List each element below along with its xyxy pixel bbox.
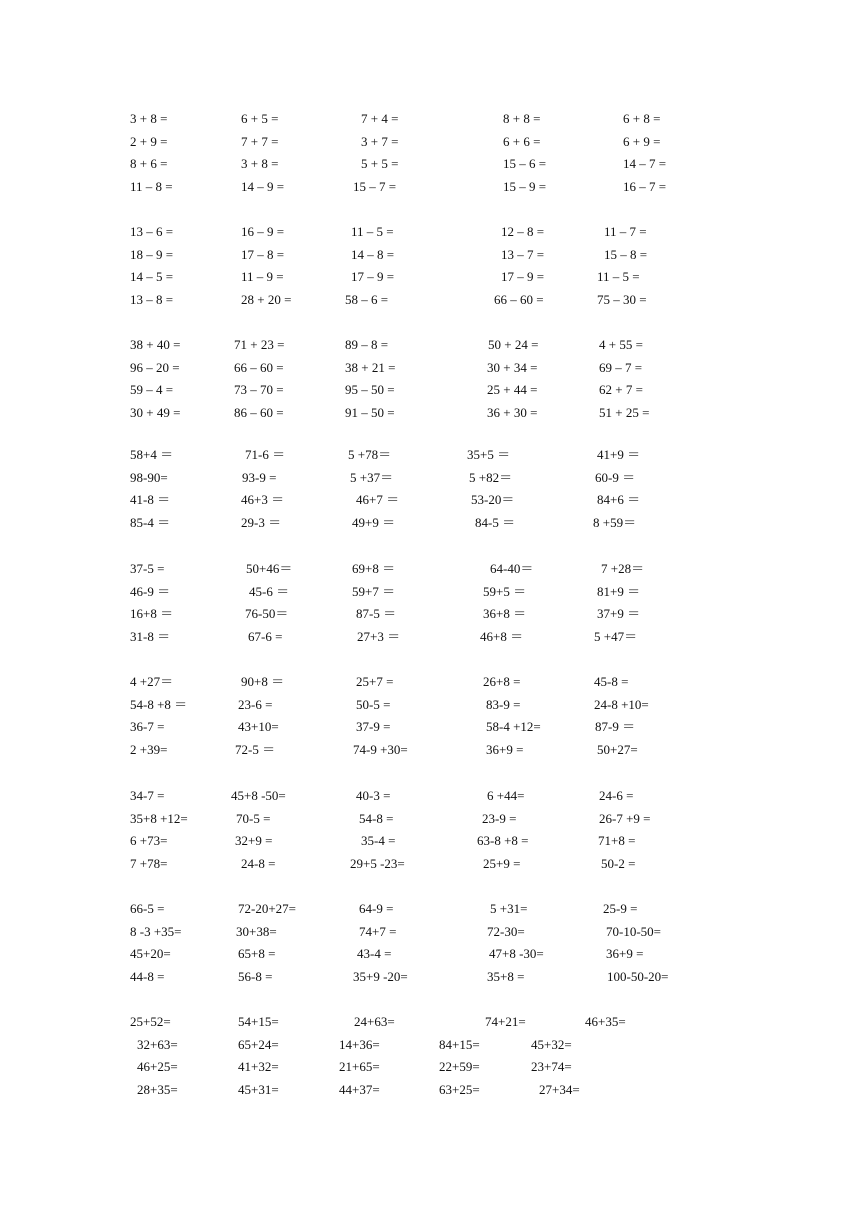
arithmetic-problem: 35+8 = [487,968,525,984]
arithmetic-problem: 2 + 9 = [130,133,168,149]
arithmetic-problem: 11 – 8 = [130,178,173,194]
arithmetic-problem: 31-8 ＝ [130,628,171,644]
arithmetic-problem: 65+24= [238,1036,279,1052]
arithmetic-problem: 28+35= [137,1081,178,1097]
arithmetic-problem: 98-90= [130,469,168,485]
arithmetic-problem: 37+9 ＝ [597,606,641,622]
arithmetic-problem: 64-9 = [359,901,394,916]
arithmetic-problem: 25 + 44 = [487,382,538,398]
arithmetic-problem: 24-8 +10= [594,696,649,712]
arithmetic-problem: 16 – 9 = [241,224,285,239]
arithmetic-problem: 6 + 9 = [623,133,661,149]
arithmetic-problem: 74-9 +30= [353,741,408,757]
arithmetic-problem: 71+8 = [598,833,636,849]
arithmetic-problem: 84+6 ＝ [597,492,641,508]
arithmetic-problem: 3 + 8 = [130,111,168,126]
arithmetic-problem: 5 + 5 = [361,156,399,172]
arithmetic-problem: 50-2 = [601,855,636,871]
arithmetic-problem: 23+74= [531,1059,572,1075]
arithmetic-problem: 56-8 = [238,968,273,984]
arithmetic-problem: 83-9 = [486,696,521,712]
arithmetic-problem: 7 + 4 = [361,111,399,126]
arithmetic-problem: 6 +44= [487,788,525,803]
arithmetic-problem: 67-6 = [248,628,283,644]
arithmetic-problem: 87-9 ＝ [595,719,636,735]
arithmetic-problem: 100-50-20= [607,968,669,984]
arithmetic-problem: 18 – 9 = [130,246,174,262]
arithmetic-problem: 5 +78＝ [348,447,392,462]
arithmetic-problem: 46+3 ＝ [241,492,285,508]
arithmetic-problem: 13 – 6 = [130,224,174,239]
arithmetic-problem: 26+8 = [483,674,521,689]
arithmetic-problem: 84-5 ＝ [475,514,516,530]
arithmetic-problem: 74+21= [485,1014,526,1029]
arithmetic-problem: 72-20+27= [238,901,296,916]
arithmetic-problem: 6 + 6 = [503,133,541,149]
arithmetic-problem: 87-5 ＝ [356,606,397,622]
arithmetic-problem: 14 – 5 = [130,269,174,285]
arithmetic-problem: 5 +37＝ [350,469,394,485]
arithmetic-problem: 72-5 ＝ [235,741,276,757]
arithmetic-problem: 15 – 6 = [503,156,547,172]
arithmetic-problem: 54+15= [238,1014,279,1029]
arithmetic-problem: 3 + 8 = [241,156,279,172]
arithmetic-problem: 8 + 6 = [130,156,168,172]
arithmetic-problem: 7 +78= [130,855,168,871]
arithmetic-problem: 15 – 7 = [353,178,397,194]
arithmetic-problem: 43+10= [238,719,279,735]
arithmetic-problem: 5 +31= [490,901,528,916]
arithmetic-problem: 46+7 ＝ [356,492,400,508]
arithmetic-problem: 34-7 = [130,788,165,803]
arithmetic-problem: 3 + 7 = [361,133,399,149]
arithmetic-problem: 45+31= [238,1081,279,1097]
arithmetic-problem: 35+9 -20= [353,968,408,984]
arithmetic-problem: 25-9 = [603,901,638,916]
arithmetic-problem: 36+9 = [606,946,644,962]
arithmetic-problem: 7 + 7 = [241,133,279,149]
arithmetic-problem: 7 +28＝ [601,561,645,576]
arithmetic-problem: 89 – 8 = [345,337,389,352]
arithmetic-problem: 2 +39= [130,741,168,757]
arithmetic-problem: 37-5 = [130,561,165,576]
arithmetic-problem: 38 + 21 = [345,359,396,375]
arithmetic-problem: 46-9 ＝ [130,583,171,599]
arithmetic-problem: 64-40＝ [490,561,534,576]
arithmetic-problem: 11 – 7 = [604,224,647,239]
arithmetic-problem: 14 – 8 = [351,246,395,262]
arithmetic-problem: 41+32= [238,1059,279,1075]
arithmetic-problem: 63-8 +8 = [477,833,529,849]
arithmetic-problem: 45-8 = [594,674,629,689]
arithmetic-problem: 50 + 24 = [488,337,539,352]
arithmetic-problem: 50+46＝ [246,561,293,576]
arithmetic-problem: 8 +59＝ [593,514,637,530]
arithmetic-problem: 50-5 = [356,696,391,712]
arithmetic-problem: 58-4 +12= [486,719,541,735]
arithmetic-problem: 37-9 = [356,719,391,735]
arithmetic-problem: 45+20= [130,946,171,962]
arithmetic-problem: 51 + 25 = [599,404,650,420]
arithmetic-problem: 29+5 -23= [350,855,405,871]
arithmetic-problem: 29-3 ＝ [241,514,282,530]
arithmetic-problem: 60-9 ＝ [595,469,636,485]
arithmetic-problem: 41-8 ＝ [130,492,171,508]
arithmetic-problem: 50+27= [597,741,638,757]
arithmetic-problem: 13 – 8 = [130,291,174,307]
arithmetic-problem: 12 – 8 = [501,224,545,239]
arithmetic-problem: 45+32= [531,1036,572,1052]
arithmetic-problem: 14+36= [339,1036,380,1052]
arithmetic-problem: 23-6 = [238,696,273,712]
arithmetic-problem: 32+63= [137,1036,178,1052]
arithmetic-problem: 5 +47＝ [594,628,638,644]
arithmetic-problem: 23-9 = [482,810,517,826]
arithmetic-problem: 81+9 ＝ [597,583,641,599]
arithmetic-problem: 14 – 9 = [241,178,285,194]
arithmetic-problem: 71-6 ＝ [245,447,286,462]
arithmetic-problem: 13 – 7 = [501,246,545,262]
arithmetic-problem: 36+9 = [486,741,524,757]
arithmetic-problem: 73 – 70 = [234,382,284,398]
arithmetic-problem: 85-4 ＝ [130,514,171,530]
arithmetic-problem: 21+65= [339,1059,380,1075]
arithmetic-problem: 75 – 30 = [597,291,647,307]
arithmetic-problem: 43-4 = [357,946,392,962]
arithmetic-problem: 24-6 = [599,788,634,803]
arithmetic-problem: 8 -3 +35= [130,923,182,939]
arithmetic-problem: 41+9 ＝ [597,447,641,462]
arithmetic-problem: 11 – 9 = [241,269,284,285]
arithmetic-problem: 46+35= [585,1014,626,1029]
arithmetic-problem: 22+59= [439,1059,480,1075]
arithmetic-problem: 35+8 +12= [130,810,188,826]
arithmetic-problem: 69+8 ＝ [352,561,396,576]
arithmetic-problem: 28 + 20 = [241,291,292,307]
arithmetic-problem: 86 – 60 = [234,404,284,420]
arithmetic-problem: 53-20＝ [471,492,515,508]
arithmetic-problem: 70-10-50= [606,923,661,939]
arithmetic-problem: 66-5 = [130,901,165,916]
arithmetic-problem: 44-8 = [130,968,165,984]
arithmetic-problem: 25+7 = [356,674,394,689]
arithmetic-problem: 84+15= [439,1036,480,1052]
arithmetic-problem: 4 + 55 = [599,337,643,352]
arithmetic-problem: 26-7 +9 = [599,810,651,826]
arithmetic-problem: 17 – 9 = [351,269,395,285]
arithmetic-problem: 30 + 49 = [130,404,181,420]
arithmetic-problem: 36 + 30 = [487,404,538,420]
arithmetic-problem: 90+8 ＝ [241,674,285,689]
arithmetic-problem: 47+8 -30= [489,946,544,962]
arithmetic-problem: 96 – 20 = [130,359,180,375]
arithmetic-problem: 76-50＝ [245,606,289,622]
arithmetic-problem: 4 +27＝ [130,674,174,689]
arithmetic-problem: 36-7 = [130,719,165,735]
arithmetic-problem: 66 – 60 = [494,291,544,307]
arithmetic-problem: 27+34= [539,1081,580,1097]
arithmetic-problem: 32+9 = [235,833,273,849]
arithmetic-problem: 70-5 = [236,810,271,826]
arithmetic-problem: 11 – 5 = [597,269,640,285]
arithmetic-problem: 71 + 23 = [234,337,285,352]
arithmetic-problem: 66 – 60 = [234,359,284,375]
arithmetic-problem: 24-8 = [241,855,276,871]
arithmetic-problem: 6 + 5 = [241,111,279,126]
arithmetic-problem: 11 – 5 = [351,224,394,239]
arithmetic-problem: 54-8 +8 ＝ [130,696,188,712]
arithmetic-problem: 35-4 = [361,833,396,849]
arithmetic-problem: 62 + 7 = [599,382,643,398]
arithmetic-problem: 30 + 34 = [487,359,538,375]
arithmetic-problem: 17 – 8 = [241,246,285,262]
arithmetic-problem: 36+8 ＝ [483,606,527,622]
arithmetic-problem: 44+37= [339,1081,380,1097]
arithmetic-problem: 49+9 ＝ [352,514,396,530]
arithmetic-problem: 15 – 9 = [503,178,547,194]
arithmetic-problem: 27+3 ＝ [357,628,401,644]
arithmetic-problem: 25+9 = [483,855,521,871]
arithmetic-problem: 45+8 -50= [231,788,286,803]
arithmetic-problem: 40-3 = [356,788,391,803]
arithmetic-problem: 63+25= [439,1081,480,1097]
arithmetic-problem: 59+5 ＝ [483,583,527,599]
arithmetic-problem: 74+7 = [359,923,397,939]
arithmetic-problem: 95 – 50 = [345,382,395,398]
arithmetic-problem: 15 – 8 = [604,246,648,262]
arithmetic-problem: 16+8 ＝ [130,606,174,622]
arithmetic-problem: 30+38= [236,923,277,939]
arithmetic-problem: 58+4 ＝ [130,447,174,462]
arithmetic-problem: 8 + 8 = [503,111,541,126]
arithmetic-problem: 6 +73= [130,833,168,849]
arithmetic-problem: 25+52= [130,1014,171,1029]
arithmetic-problem: 17 – 9 = [501,269,545,285]
arithmetic-problem: 59 – 4 = [130,382,174,398]
arithmetic-problem: 58 – 6 = [345,291,389,307]
arithmetic-problem: 14 – 7 = [623,156,667,172]
arithmetic-problem: 65+8 = [238,946,276,962]
arithmetic-problem: 91 – 50 = [345,404,395,420]
arithmetic-problem: 24+63= [354,1014,395,1029]
arithmetic-problem: 35+5 ＝ [467,447,511,462]
arithmetic-problem: 72-30= [487,923,525,939]
arithmetic-problem: 5 +82＝ [469,469,513,485]
arithmetic-problem: 6 + 8 = [623,111,661,126]
arithmetic-problem: 16 – 7 = [623,178,667,194]
arithmetic-problem: 46+25= [137,1059,178,1075]
arithmetic-problem: 54-8 = [359,810,394,826]
arithmetic-problem: 38 + 40 = [130,337,181,352]
arithmetic-problem: 93-9 = [242,469,277,485]
arithmetic-problem: 59+7 ＝ [352,583,396,599]
arithmetic-problem: 69 – 7 = [599,359,643,375]
arithmetic-problem: 45-6 ＝ [249,583,290,599]
arithmetic-problem: 46+8 ＝ [480,628,524,644]
